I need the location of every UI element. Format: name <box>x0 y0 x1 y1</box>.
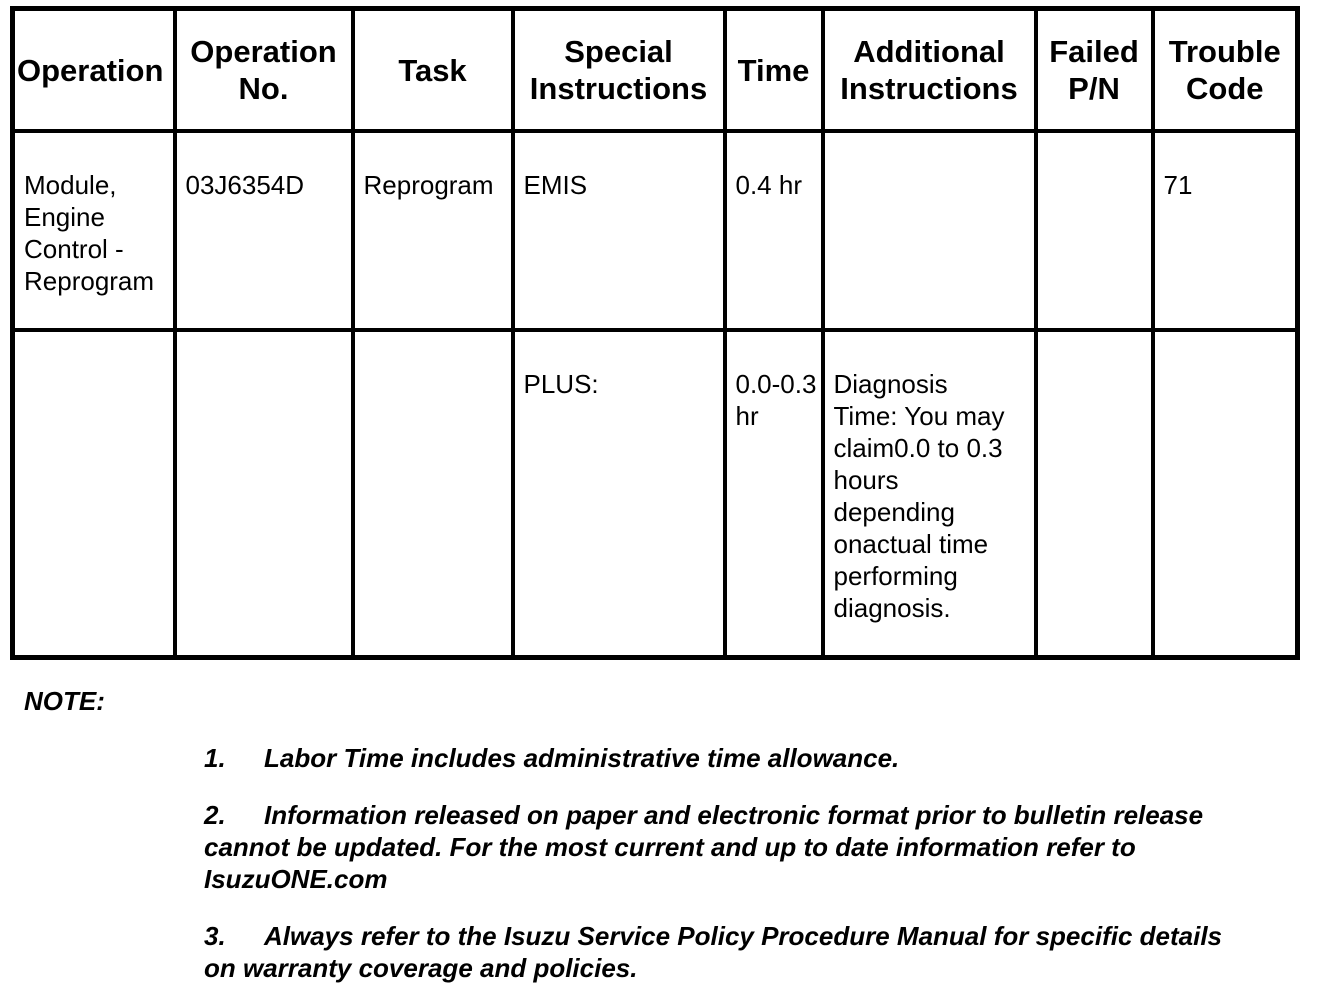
note-text: Information released on paper and electronic format prior to bulletin release cannot be updated. For the most current and up to date information refer to IsuzuONE.com <box>204 800 1204 894</box>
cell-operation-no: 03J6354D <box>175 131 353 330</box>
header-trouble-code: Trouble Code <box>1153 9 1298 132</box>
header-time: Time <box>725 9 823 132</box>
cell-task <box>353 330 513 658</box>
header-failed-pn: Failed P/N <box>1036 9 1153 132</box>
note-item <box>204 799 1244 895</box>
table-row <box>13 330 1298 658</box>
header-operation-no: Operation No. <box>175 9 353 132</box>
header-special-instructions: Special Instructions <box>513 9 725 132</box>
cell-trouble-code <box>1153 330 1298 658</box>
note-item <box>204 742 1244 774</box>
header-operation: Operation <box>13 9 175 132</box>
cell-additional-instructions: Diagnosis Time: You may claim0.0 to 0.3 hours depending onactual time performing diagnosis. <box>823 330 1036 658</box>
labor-operation-table <box>10 6 1300 660</box>
note-text: Always refer to the Isuzu Service Policy Procedure Manual for specific details on warranty coverage and policies. <box>204 921 1223 983</box>
note-number: 1. <box>204 743 226 773</box>
cell-operation: Module, Engine Control - Reprogram <box>13 131 175 330</box>
cell-operation-no <box>175 330 353 658</box>
header-task: Task <box>353 9 513 132</box>
cell-special-instructions: EMIS <box>513 131 725 330</box>
note-number: 2. <box>204 800 226 830</box>
note-text: Labor Time includes administrative time allowance. <box>264 743 900 773</box>
cell-time: 0.0-0.3 hr <box>725 330 823 658</box>
cell-special-instructions: PLUS: <box>513 330 725 658</box>
cell-additional-instructions <box>823 131 1036 330</box>
table-row <box>13 131 1298 330</box>
note-heading: NOTE: <box>24 686 105 716</box>
cell-failed-pn <box>1036 131 1153 330</box>
note-number: 3. <box>204 921 226 951</box>
table-header-row <box>13 9 1298 132</box>
header-additional-instructions: Additional Instructions <box>823 9 1036 132</box>
cell-operation <box>13 330 175 658</box>
note-item <box>204 920 1244 984</box>
cell-task: Reprogram <box>353 131 513 330</box>
cell-failed-pn <box>1036 330 1153 658</box>
cell-trouble-code: 71 <box>1153 131 1298 330</box>
cell-time: 0.4 hr <box>725 131 823 330</box>
